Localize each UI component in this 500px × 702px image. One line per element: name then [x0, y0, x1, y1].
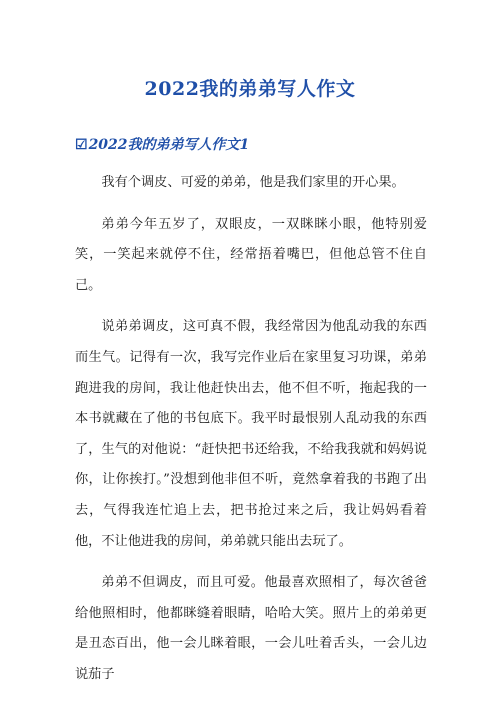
article-body	[75, 168, 427, 702]
paragraph: 说弟弟调皮，这可真不假，我经常因为他乱动我的东西而生气。记得有一次，我写完作业后在家里复习功课，弟弟跑进我的房间，我让他赶快出去，他不但不听，拖起我的一本书就藏在了他的书包底下。我平时最恨别人乱动我的东西了，生气的对他说：“赶快把书还给我，不给我我就和妈妈说你，让你挨打。”没想到他非但不听，竟然拿着我的书跑了出去，气得我连忙追上去，把书抢过来之后，我让妈妈看着他，不让他进我的房间，弟弟就只能出去玩了。	[75, 319, 427, 549]
checkbox-icon: ☑	[75, 137, 88, 153]
section-heading	[75, 134, 249, 154]
paragraph: 我有个调皮、可爱的弟弟，他是我们家里的开心果。	[101, 175, 405, 190]
document-title: 2022我的弟弟写人作文	[144, 78, 356, 100]
paragraph: 弟弟不但调皮，而且可爱。他最喜欢照相了，每次爸爸给他照相时，他都眯缝着眼睛，哈哈大笑。照片上的弟弟更是丑态百出，他一会儿眯着眼，一会儿吐着舌头，一会儿边说茄子	[75, 575, 427, 682]
paragraph: 弟弟今年五岁了，双眼皮，一双眯眯小眼，他特别爱笑，一笑起来就停不住，经常捂着嘴巴，但他总管不住自己。	[75, 216, 427, 293]
section-heading-text: 2022我的弟弟写人作文1	[88, 137, 250, 153]
